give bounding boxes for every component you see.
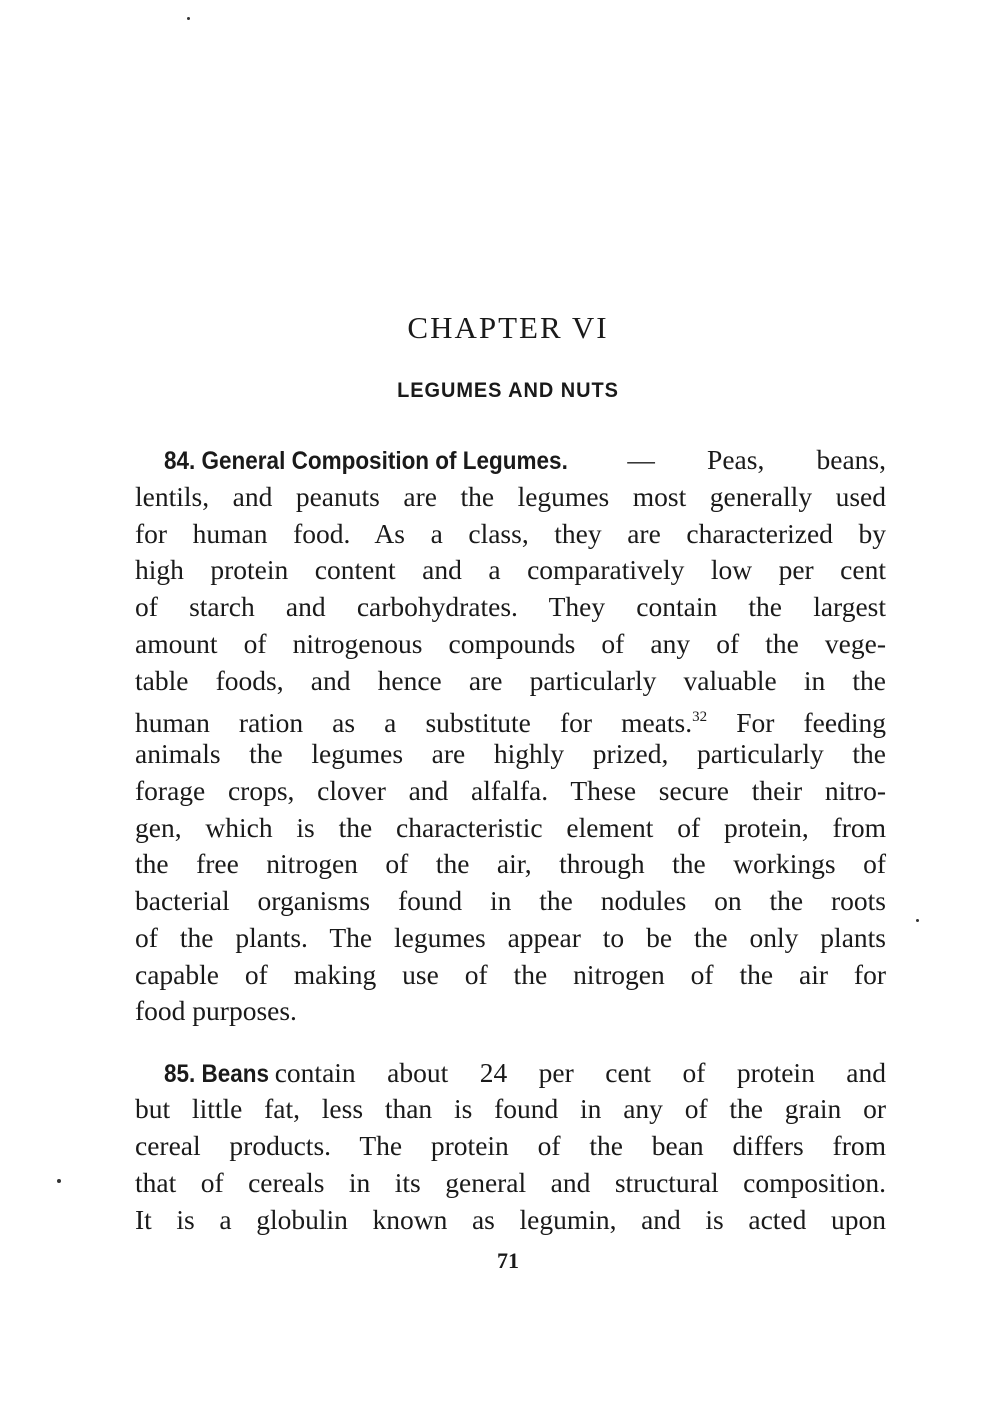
text-line	[135, 442, 886, 479]
section-heading: 85. Beans	[164, 1059, 270, 1088]
text-segment: — Peas, beans,	[575, 444, 886, 475]
text-line	[135, 883, 886, 920]
text-segment: bacterial organisms found in the nodules on the roots	[135, 885, 886, 916]
text-line	[135, 773, 886, 810]
text-line	[135, 736, 886, 773]
page-number: 71	[497, 1248, 519, 1273]
text-line	[135, 1128, 886, 1165]
text-segment: for human food. As a class, they are characterized by	[135, 517, 886, 549]
text-line	[135, 699, 886, 739]
text-segment: but little fat, less than is found in any of the grain or	[135, 1093, 886, 1125]
paragraph	[135, 1055, 886, 1239]
text-line	[135, 1165, 886, 1202]
text-line	[135, 993, 886, 1030]
text-line	[135, 1091, 886, 1128]
text-segment: human ration as a substitute for meats.	[135, 707, 693, 739]
text-line	[135, 516, 886, 553]
text-segment: forage crops, clover and alfalfa. These secure their nitro-	[135, 774, 886, 806]
text-segment: cereal products. The protein of the bean differs from	[135, 1130, 886, 1161]
section-heading: 84. General Composition of Legumes.	[164, 447, 568, 475]
text-segment: lentils, and peanuts are the legumes most generally used	[135, 480, 886, 512]
text-line	[135, 479, 886, 516]
scan-speck	[57, 1179, 61, 1183]
text-segment: animals the legumes are highly prized, particularly the	[135, 738, 886, 769]
text-segment: contain about 24 per cent of protein and	[243, 1056, 886, 1088]
text-segment: that of cereals in its general and structural composition.	[135, 1166, 886, 1198]
text-line	[135, 589, 886, 626]
scan-speck	[916, 919, 919, 922]
text-line	[135, 1055, 886, 1092]
chapter-subtitle: LEGUMES AND NUTS	[397, 379, 619, 402]
scan-speck	[187, 17, 190, 20]
text-segment: For feeding	[707, 707, 886, 739]
body-text	[135, 442, 886, 1238]
text-line	[135, 810, 886, 847]
text-segment: capable of making use of the nitrogen of the air for	[135, 958, 886, 990]
paragraph	[135, 442, 886, 1030]
chapter-title: CHAPTER VI	[407, 310, 609, 345]
text-segment: table foods, and hence are particularly valuable in the	[135, 664, 886, 696]
text-line	[135, 552, 886, 589]
text-segment: the free nitrogen of the air, through the workings of	[135, 848, 886, 880]
text-line	[135, 663, 886, 700]
text-segment: food purposes.	[135, 995, 297, 1027]
text-segment: amount of nitrogenous compounds of any of the vege-	[135, 627, 886, 659]
text-line	[135, 920, 886, 957]
text-line	[135, 957, 886, 994]
text-segment: of starch and carbohydrates. They contain the largest	[135, 591, 886, 622]
text-line	[135, 846, 886, 883]
text-line	[135, 626, 886, 663]
text-segment: of the plants. The legumes appear to be the only plants	[135, 921, 886, 953]
text-line	[135, 1202, 886, 1239]
text-segment: gen, which is the characteristic element of protein, from	[135, 811, 886, 843]
footnote-ref: 32	[692, 709, 708, 726]
text-segment: It is a globulin known as legumin, and is acted upon	[135, 1203, 886, 1235]
text-segment: high protein content and a comparatively low per cent	[135, 554, 886, 586]
